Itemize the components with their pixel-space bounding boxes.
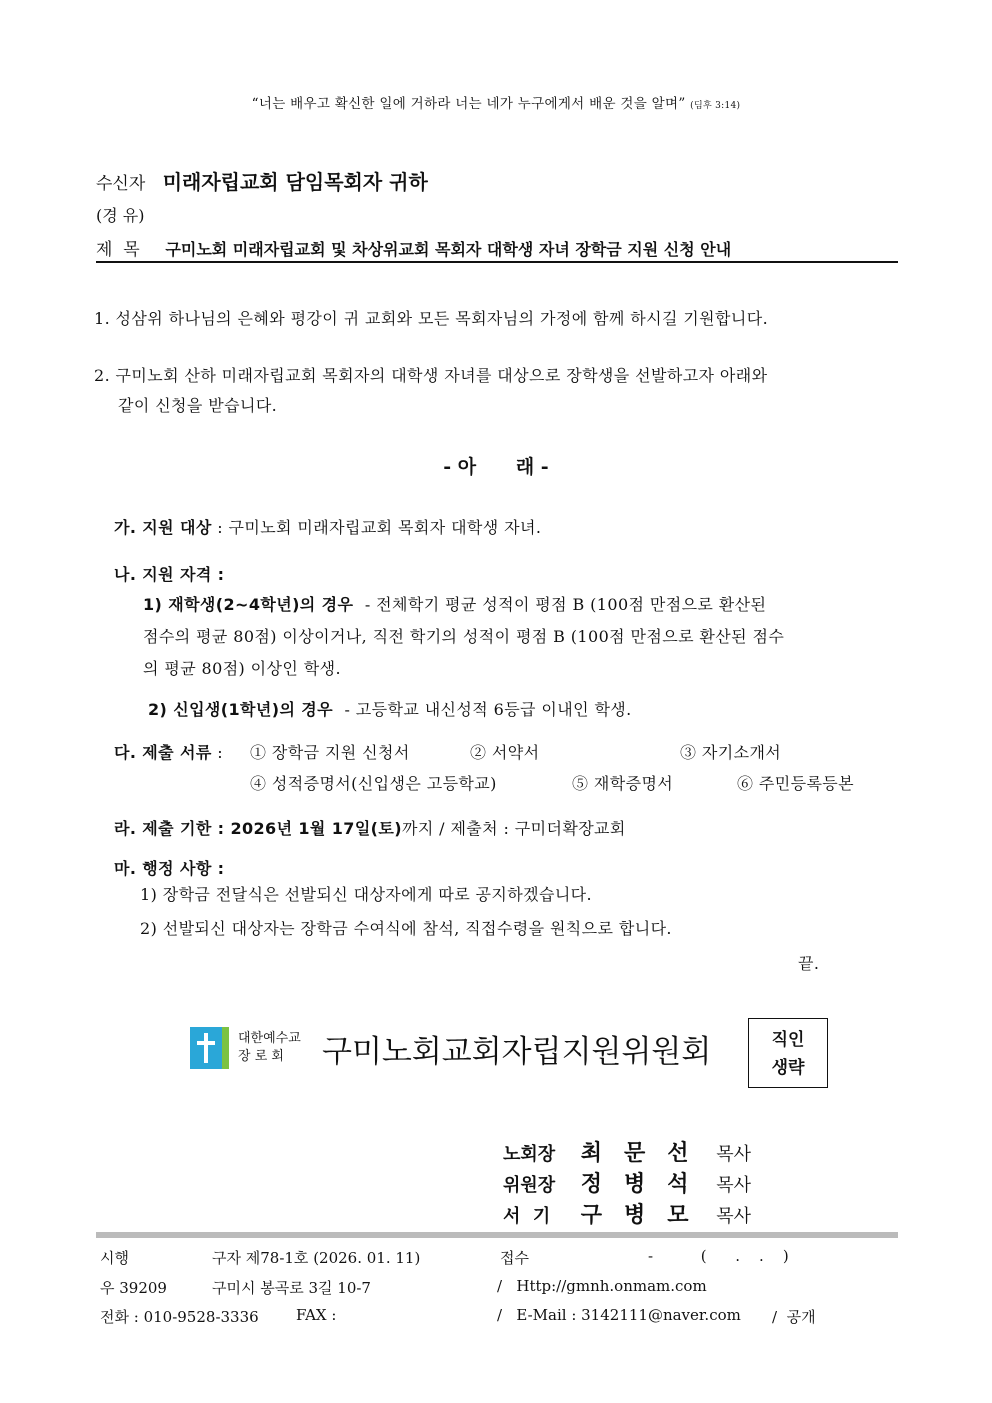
item-da-label: 다. 제출 서류: [114, 743, 212, 762]
signature-title: 위원장: [503, 1175, 556, 1196]
website-link[interactable]: / Http://gmnh.onmam.com: [497, 1277, 707, 1295]
item-ga-text: : 구미노회 미래자립교회 목회자 대학생 자녀.: [217, 518, 542, 537]
official-seal-box: [748, 1018, 828, 1088]
header-rule: [96, 261, 898, 263]
bible-verse: [0, 92, 992, 112]
item-na-2-label: 2) 신입생(1학년)의 경우: [148, 700, 333, 719]
signature-name: 정병석: [580, 1171, 711, 1197]
recipient-label: 수신자: [96, 174, 146, 194]
disclosure-status: / 공개: [772, 1308, 816, 1326]
cross-logo-icon: [190, 1027, 222, 1069]
item-na-1-text-2: 점수의 평균 80점) 이상이거나, 직전 학기의 성적이 평점 B (100점 만점으로 환산된 점수: [143, 627, 785, 646]
signature-suffix: 목사: [716, 1144, 752, 1165]
zip-code: 우 39209: [100, 1279, 167, 1297]
subject-line: [96, 235, 731, 260]
signature-suffix: 목사: [716, 1206, 752, 1227]
item-na-1-label: 1) 재학생(2~4학년)의 경우: [143, 595, 354, 614]
item-ma-2: 2) 선발되신 대상자는 장학금 수여식에 참석, 직접수령을 원칙으로 합니다.: [140, 919, 672, 938]
phone: 전화 : 010-9528-3336: [100, 1308, 259, 1326]
subject: 구미노회 미래자립교회 및 차상위교회 목회자 대학생 자녀 장학금 지원 신청 안내: [165, 240, 732, 259]
item-da-colon: :: [217, 743, 223, 762]
paragraph-2-line-2: 같이 신청을 받습니다.: [118, 396, 278, 415]
item-na-1-text-1: - 전체학기 평균 성적이 평점 B (100점 만점으로 환산된: [364, 595, 767, 614]
receipt-label: 접수: [500, 1249, 529, 1267]
doc-4: ④ 성적증명서(신입생은 고등학교): [250, 774, 497, 793]
footer-rule: [96, 1232, 898, 1238]
denomination-line-1: 대한예수교: [238, 1031, 301, 1046]
issue-label: 시행: [100, 1249, 129, 1267]
end-mark: 끝.: [798, 954, 820, 973]
doc-6: ⑥ 주민등록등본: [737, 774, 855, 793]
verse-reference: (딤후 3:14): [690, 101, 741, 111]
item-na-2: [148, 697, 632, 720]
receipt-value: - ( . . ): [648, 1247, 789, 1265]
recipient: 미래자립교회 담임목회자 귀하: [162, 170, 428, 194]
signature-name: 최문선: [580, 1140, 711, 1166]
item-ra-text: 까지 / 제출처 : 구미더확장교회: [401, 819, 626, 838]
address: 구미시 봉곡로 3길 10-7: [212, 1279, 371, 1297]
doc-1: ① 장학금 지원 신청서: [250, 743, 410, 762]
item-na-2-text: - 고등학교 내신성적 6등급 이내인 학생.: [344, 700, 632, 719]
fax: FAX :: [296, 1306, 337, 1324]
item-ma-label: 마. 행정 사항 :: [114, 859, 225, 878]
item-ma-1: 1) 장학금 전달식은 선발되신 대상자에게 따로 공지하겠습니다.: [140, 885, 593, 904]
item-da: [114, 740, 223, 763]
doc-3: ③ 자기소개서: [680, 743, 782, 762]
via-line: (경 유): [96, 206, 145, 225]
paragraph-2-line-1: 2. 구미노회 산하 미래자립교회 목회자의 대학생 자녀를 대상으로 장학생을 선발하고자 아래와: [94, 366, 768, 385]
signature-suffix: 목사: [716, 1175, 752, 1196]
item-ra-label: 라. 제출 기한 : 2026년 1월 17일(토): [114, 819, 402, 838]
issuer-name: 구미노회교회자립지원위원회: [322, 1034, 712, 1070]
signature-row: [503, 1167, 751, 1198]
doc-5: ⑤ 재학증명서: [572, 774, 674, 793]
denomination: [238, 1030, 301, 1066]
seal-line-1: 직인: [771, 1030, 805, 1050]
verse-text: “너는 배우고 확신한 일에 거하라 너는 네가 누구에게서 배운 것을 알며”: [251, 96, 686, 112]
paragraph-1: 1. 성삼위 하나님의 은혜와 평강이 귀 교회와 모든 목회자님의 가정에 함께 하시길 기원합니다.: [94, 309, 769, 328]
item-na-label: 나. 지원 자격 :: [114, 565, 225, 584]
subject-label: 제 목: [96, 240, 140, 260]
item-na-1: [143, 592, 766, 615]
seal-line-2: 생략: [771, 1058, 805, 1078]
item-ra: [114, 816, 626, 839]
item-na-1-text-3: 의 평균 80점) 이상인 학생.: [143, 659, 341, 678]
denomination-line-2: 장 로 회: [238, 1049, 284, 1064]
signature-name: 구병모: [580, 1202, 711, 1228]
signature-title: 서 기: [503, 1206, 551, 1227]
item-ga-label: 가. 지원 대상: [114, 518, 212, 537]
signature-row: [503, 1136, 751, 1167]
issue-number: 구자 제78-1호 (2026. 01. 11): [212, 1249, 421, 1267]
notice-title: - 아 래 -: [443, 456, 549, 478]
email-link[interactable]: / E-Mail : 3142111@naver.com: [497, 1306, 741, 1324]
signature-title: 노회장: [503, 1144, 556, 1165]
signature-row: [503, 1198, 751, 1229]
doc-2: ② 서약서: [470, 743, 540, 762]
recipient-line: [96, 166, 428, 195]
item-ga: [114, 515, 541, 538]
